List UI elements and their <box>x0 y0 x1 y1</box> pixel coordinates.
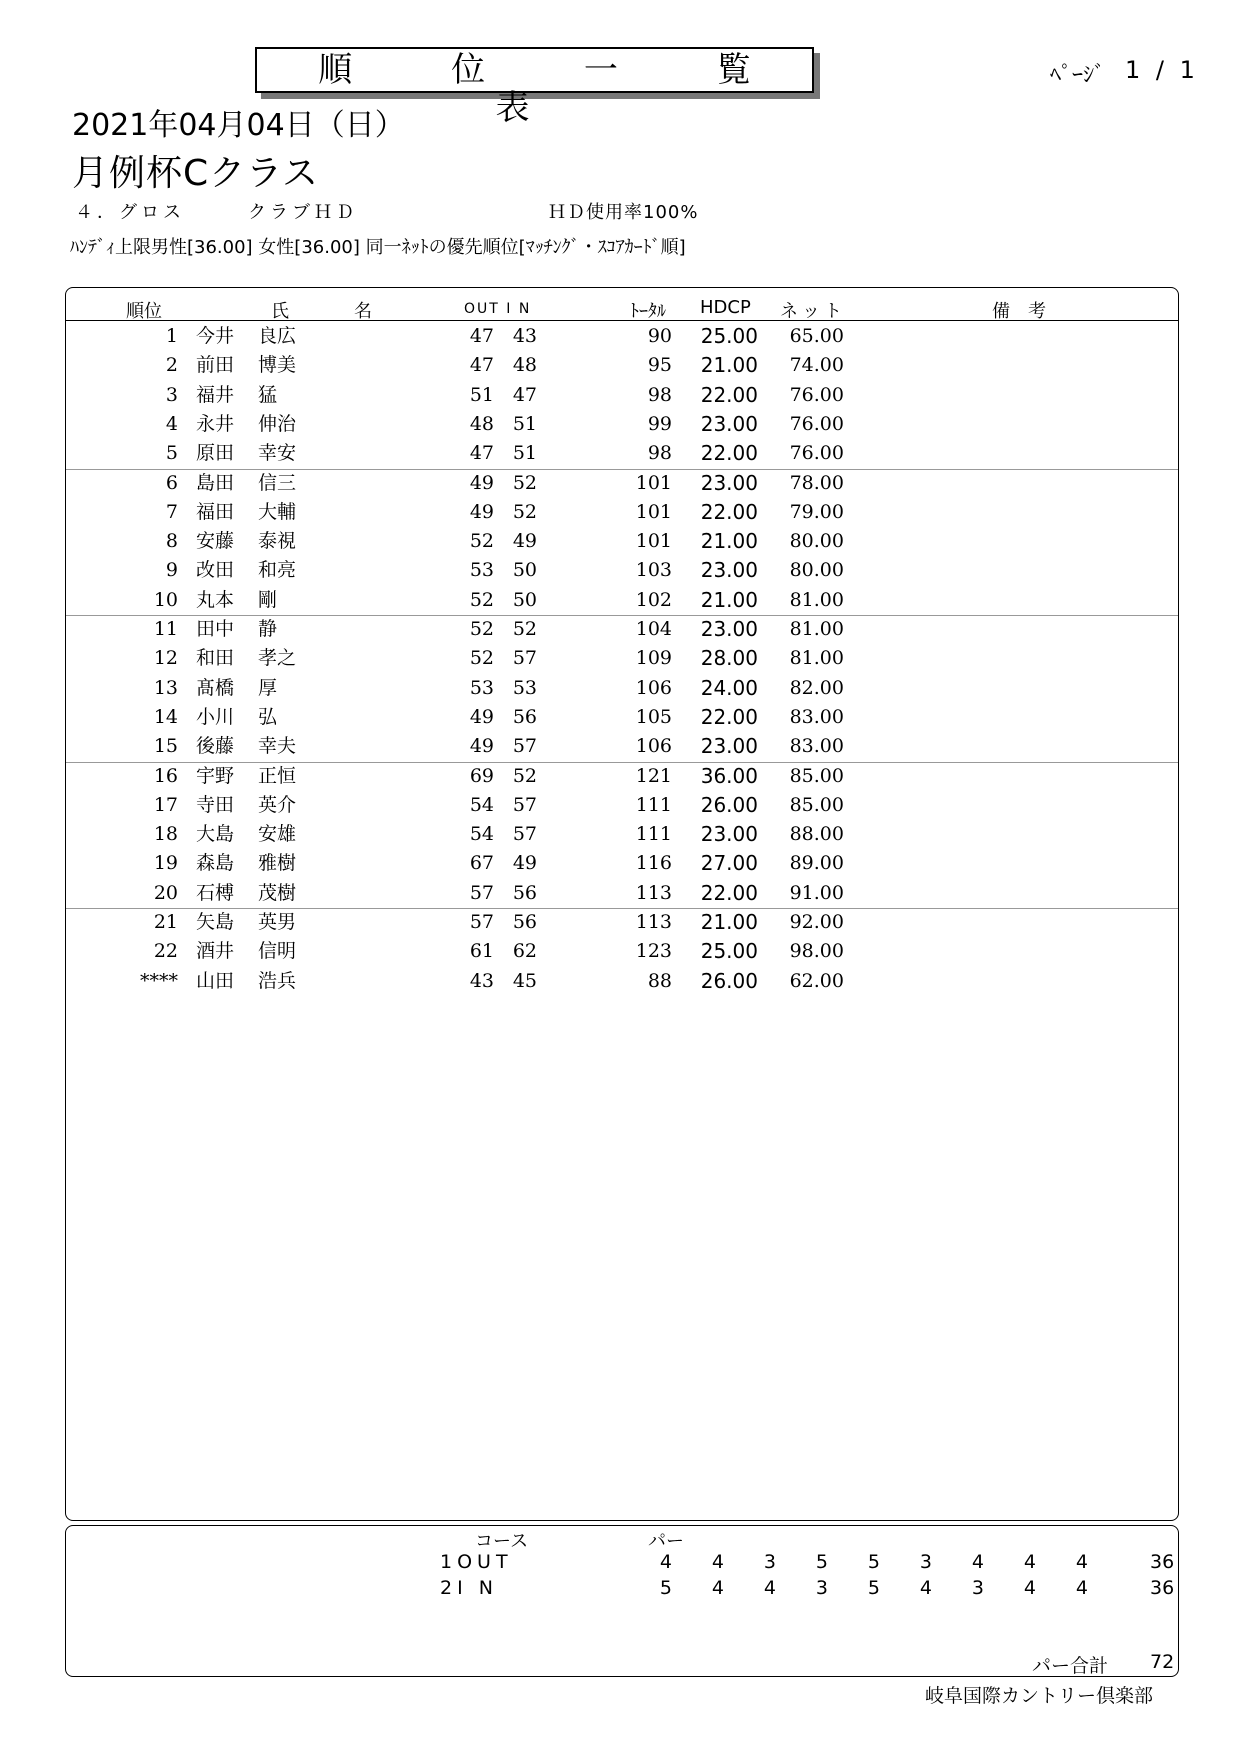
in-score-cell: 48 <box>512 354 537 377</box>
table-row <box>0 381 1240 410</box>
last-name-cell: 原田 <box>196 442 235 465</box>
in-score-cell: 45 <box>512 969 537 992</box>
course-par-row <box>0 1549 1240 1575</box>
table-row <box>0 820 1240 849</box>
total-cell: 113 <box>635 881 672 904</box>
hdcp-cell: 21.00 <box>700 529 758 554</box>
rank-cell: 8 <box>165 530 178 553</box>
hdcp-cell: 22.00 <box>700 704 758 729</box>
first-name-cell: 浩兵 <box>258 969 297 992</box>
hdcp-cell: 24.00 <box>700 675 758 700</box>
col-header-total: ﾄｰﾀﾙ <box>630 301 666 322</box>
hdcp-cell: 23.00 <box>700 822 758 847</box>
net-cell: 81.00 <box>789 647 844 670</box>
first-name-cell: 幸安 <box>258 442 297 465</box>
hdcp-cell: 22.00 <box>700 441 758 466</box>
par-total-label: パー合計 <box>1032 1655 1109 1677</box>
table-row <box>0 791 1240 820</box>
table-row <box>0 410 1240 439</box>
rank-cell: 1 <box>165 325 178 347</box>
col-header-hdcp: HDCP <box>700 297 751 318</box>
last-name-cell: 髙橋 <box>196 676 235 699</box>
net-cell: 62.00 <box>789 969 844 992</box>
rank-cell: 20 <box>153 881 178 904</box>
rank-cell: 16 <box>153 764 178 787</box>
out-score-cell: 69 <box>469 764 494 787</box>
total-cell: 104 <box>635 618 672 640</box>
first-name-cell: 信明 <box>258 940 297 963</box>
first-name-cell: 孝之 <box>258 647 297 670</box>
net-cell: 85.00 <box>789 764 844 787</box>
col-header-net: ネット <box>780 301 846 322</box>
hole-par: 4 <box>711 1577 724 1599</box>
hole-par: 4 <box>763 1577 776 1599</box>
table-row <box>0 469 1240 498</box>
hole-par: 4 <box>919 1577 932 1599</box>
course-par-table <box>65 1525 1179 1677</box>
last-name-cell: 島田 <box>196 471 235 494</box>
out-score-cell: 47 <box>469 354 494 377</box>
table-row <box>0 615 1240 644</box>
out-score-cell: 48 <box>469 412 494 435</box>
out-score-cell: 51 <box>469 383 494 406</box>
rank-cell: **** <box>140 969 178 992</box>
rank-cell: 10 <box>153 588 178 611</box>
hdcp-cell: 23.00 <box>700 411 758 436</box>
out-score-cell: 49 <box>469 735 494 758</box>
rank-cell: 2 <box>165 354 178 377</box>
net-cell: 92.00 <box>789 911 844 933</box>
title-box <box>255 47 814 128</box>
last-name-cell: 山田 <box>196 969 235 992</box>
page-number: 1 / 1 <box>1125 56 1199 84</box>
net-cell: 76.00 <box>789 442 844 465</box>
event-date: 2021年04月04日（日） <box>72 108 405 143</box>
hdcp-cell: 26.00 <box>700 968 758 993</box>
rank-cell: 22 <box>153 940 178 963</box>
total-cell: 88 <box>647 969 672 992</box>
first-name-cell: 正恒 <box>258 764 297 787</box>
hdcp-cell: 25.00 <box>700 939 758 964</box>
last-name-cell: 福田 <box>196 500 235 523</box>
col-header-rank: 順位 <box>126 301 162 322</box>
out-score-cell: 52 <box>469 530 494 553</box>
in-score-cell: 56 <box>512 705 537 728</box>
net-cell: 81.00 <box>789 588 844 611</box>
table-row <box>0 586 1240 615</box>
net-cell: 89.00 <box>789 852 844 875</box>
in-score-cell: 56 <box>512 911 537 933</box>
hole-par: 3 <box>971 1577 984 1599</box>
out-score-cell: 53 <box>469 676 494 699</box>
hdcp-cell: 23.00 <box>700 470 758 495</box>
first-name-cell: 和亮 <box>258 559 297 582</box>
last-name-cell: 福井 <box>196 383 235 406</box>
rank-cell: 13 <box>153 676 178 699</box>
net-cell: 79.00 <box>789 500 844 523</box>
hdcp-cell: 28.00 <box>700 646 758 671</box>
first-name-cell: 雅樹 <box>258 852 297 875</box>
hole-par: 3 <box>763 1551 776 1573</box>
in-score-cell: 47 <box>512 383 537 406</box>
table-row <box>0 732 1240 761</box>
hdcp-cell: 25.00 <box>700 324 758 348</box>
last-name-cell: 酒井 <box>196 940 235 963</box>
in-score-cell: 50 <box>512 588 537 611</box>
hole-par: 4 <box>1075 1551 1088 1573</box>
hole-par: 4 <box>1075 1577 1088 1599</box>
in-score-cell: 50 <box>512 559 537 582</box>
first-name-cell: 幸夫 <box>258 735 297 758</box>
last-name-cell: 小川 <box>196 705 235 728</box>
table-row <box>0 439 1240 468</box>
out-score-cell: 52 <box>469 618 494 640</box>
in-score-cell: 51 <box>512 412 537 435</box>
total-cell: 109 <box>635 647 672 670</box>
out-score-cell: 49 <box>469 705 494 728</box>
hdcp-cell: 23.00 <box>700 558 758 583</box>
hdcp-cell: 22.00 <box>700 880 758 905</box>
first-name-cell: 厚 <box>258 676 278 699</box>
last-name-cell: 石榑 <box>196 881 235 904</box>
first-name-cell: 伸治 <box>258 412 297 435</box>
in-score-cell: 49 <box>512 530 537 553</box>
net-cell: 78.00 <box>789 471 844 494</box>
total-cell: 111 <box>635 823 672 846</box>
table-row <box>0 351 1240 380</box>
last-name-cell: 前田 <box>196 354 235 377</box>
total-cell: 102 <box>635 588 672 611</box>
last-name-cell: 大島 <box>196 823 235 846</box>
course-par-row <box>0 1575 1240 1601</box>
first-name-cell: 英男 <box>258 911 297 933</box>
total-cell: 116 <box>635 852 672 875</box>
table-row <box>0 967 1240 996</box>
hdcp-cell: 22.00 <box>700 382 758 407</box>
hdcp-cell: 23.00 <box>700 734 758 759</box>
last-name-cell: 森島 <box>196 852 235 875</box>
rank-cell: 12 <box>153 647 178 670</box>
header-divider <box>66 320 1178 321</box>
hole-par: 3 <box>815 1577 828 1599</box>
total-cell: 106 <box>635 735 672 758</box>
last-name-cell: 寺田 <box>196 793 235 816</box>
table-row <box>0 556 1240 585</box>
in-score-cell: 52 <box>512 764 537 787</box>
out-score-cell: 49 <box>469 471 494 494</box>
hole-par: 4 <box>1023 1551 1036 1573</box>
hole-par: 4 <box>1023 1577 1036 1599</box>
col-header-name-2: 名 <box>354 301 372 322</box>
out-score-cell: 54 <box>469 793 494 816</box>
first-name-cell: 英介 <box>258 793 297 816</box>
first-name-cell: 茂樹 <box>258 881 297 904</box>
page-title: 順 位 一 覧 表 <box>318 50 795 128</box>
rank-cell: 19 <box>153 852 178 875</box>
out-score-cell: 61 <box>469 940 494 963</box>
net-cell: 85.00 <box>789 793 844 816</box>
last-name-cell: 和田 <box>196 647 235 670</box>
hdcp-cell: 21.00 <box>700 910 758 934</box>
event-name: 月例杯Cクラス <box>72 153 320 194</box>
first-name-cell: 弘 <box>258 705 278 728</box>
page-label: ﾍﾟｰｼﾞ <box>1050 63 1106 88</box>
in-score-cell: 52 <box>512 500 537 523</box>
total-cell: 98 <box>647 442 672 465</box>
out-score-cell: 54 <box>469 823 494 846</box>
in-score-cell: 52 <box>512 471 537 494</box>
in-score-cell: 56 <box>512 881 537 904</box>
course-name: 2I N <box>440 1577 498 1599</box>
total-cell: 101 <box>635 500 672 523</box>
total-cell: 99 <box>647 412 672 435</box>
last-name-cell: 田中 <box>196 618 235 640</box>
net-cell: 82.00 <box>789 676 844 699</box>
total-cell: 121 <box>635 764 672 787</box>
par-total-value: 72 <box>1150 1651 1175 1673</box>
hole-par: 4 <box>659 1551 672 1573</box>
course-par-total: 36 <box>1150 1577 1175 1599</box>
table-row <box>0 674 1240 703</box>
last-name-cell: 改田 <box>196 559 235 582</box>
first-name-cell: 信三 <box>258 471 297 494</box>
in-score-cell: 49 <box>512 852 537 875</box>
course-header: コース <box>475 1531 529 1552</box>
col-header-out-in: OUT I N <box>464 301 532 317</box>
rank-cell: 14 <box>153 705 178 728</box>
col-header-remarks: 備 考 <box>992 301 1046 322</box>
par-header: パー <box>648 1531 684 1552</box>
net-cell: 76.00 <box>789 383 844 406</box>
table-row <box>0 498 1240 527</box>
club-name: 岐阜国際カントリー倶楽部 <box>925 1685 1154 1707</box>
rank-cell: 9 <box>165 559 178 582</box>
last-name-cell: 後藤 <box>196 735 235 758</box>
hole-par: 3 <box>919 1551 932 1573</box>
net-cell: 65.00 <box>789 325 844 347</box>
first-name-cell: 泰視 <box>258 530 297 553</box>
net-cell: 76.00 <box>789 412 844 435</box>
net-cell: 81.00 <box>789 618 844 640</box>
last-name-cell: 今井 <box>196 325 235 347</box>
course-name: 1OUT <box>440 1551 513 1573</box>
in-score-cell: 57 <box>512 793 537 816</box>
hdcp-cell: 21.00 <box>700 353 758 378</box>
last-name-cell: 安藤 <box>196 530 235 553</box>
net-cell: 98.00 <box>789 940 844 963</box>
in-score-cell: 52 <box>512 618 537 640</box>
in-score-cell: 57 <box>512 823 537 846</box>
section-label: ４．グロス <box>75 202 185 223</box>
first-name-cell: 博美 <box>258 354 297 377</box>
rank-cell: 21 <box>153 911 178 933</box>
out-score-cell: 47 <box>469 325 494 347</box>
last-name-cell: 丸本 <box>196 588 235 611</box>
out-score-cell: 52 <box>469 588 494 611</box>
hdcp-cell: 36.00 <box>700 763 758 788</box>
net-cell: 80.00 <box>789 530 844 553</box>
hole-par: 4 <box>971 1551 984 1573</box>
out-score-cell: 49 <box>469 500 494 523</box>
table-row <box>0 937 1240 966</box>
total-cell: 90 <box>647 325 672 347</box>
total-cell: 101 <box>635 471 672 494</box>
rank-cell: 17 <box>153 793 178 816</box>
table-row <box>0 762 1240 791</box>
hdcp-cell: 22.00 <box>700 499 758 524</box>
hole-par: 5 <box>659 1577 672 1599</box>
club-hd-label: クラブＨＤ <box>248 202 358 223</box>
in-score-cell: 53 <box>512 676 537 699</box>
total-cell: 95 <box>647 354 672 377</box>
rank-cell: 6 <box>165 471 178 494</box>
in-score-cell: 62 <box>512 940 537 963</box>
out-score-cell: 57 <box>469 881 494 904</box>
last-name-cell: 宇野 <box>196 764 235 787</box>
out-score-cell: 43 <box>469 969 494 992</box>
last-name-cell: 矢島 <box>196 911 235 933</box>
hole-par: 5 <box>867 1551 880 1573</box>
net-cell: 83.00 <box>789 735 844 758</box>
total-cell: 105 <box>635 705 672 728</box>
total-cell: 123 <box>635 940 672 963</box>
rank-cell: 7 <box>165 500 178 523</box>
out-score-cell: 47 <box>469 442 494 465</box>
out-score-cell: 53 <box>469 559 494 582</box>
in-score-cell: 43 <box>512 325 537 347</box>
col-header-name-1: 氏 <box>271 301 289 322</box>
rank-cell: 4 <box>165 412 178 435</box>
hdcp-cell: 27.00 <box>700 851 758 876</box>
total-cell: 106 <box>635 676 672 699</box>
net-cell: 80.00 <box>789 559 844 582</box>
last-name-cell: 永井 <box>196 412 235 435</box>
in-score-cell: 51 <box>512 442 537 465</box>
total-cell: 111 <box>635 793 672 816</box>
course-par-total: 36 <box>1150 1551 1175 1573</box>
first-name-cell: 安雄 <box>258 823 297 846</box>
hdcp-cell: 23.00 <box>700 617 758 641</box>
table-row <box>0 908 1240 937</box>
table-row <box>0 644 1240 673</box>
total-cell: 103 <box>635 559 672 582</box>
total-cell: 98 <box>647 383 672 406</box>
rank-cell: 5 <box>165 442 178 465</box>
table-row <box>0 703 1240 732</box>
table-row <box>0 527 1240 556</box>
rank-cell: 18 <box>153 823 178 846</box>
hdcp-cell: 26.00 <box>700 792 758 817</box>
rank-cell: 11 <box>153 618 178 640</box>
hd-rate-label: ＨＤ使用率100% <box>548 202 699 223</box>
first-name-cell: 良広 <box>258 325 297 347</box>
total-cell: 113 <box>635 911 672 933</box>
hole-par: 5 <box>815 1551 828 1573</box>
rank-cell: 3 <box>165 383 178 406</box>
total-cell: 101 <box>635 530 672 553</box>
first-name-cell: 剛 <box>258 588 278 611</box>
net-cell: 88.00 <box>789 823 844 846</box>
net-cell: 74.00 <box>789 354 844 377</box>
net-cell: 91.00 <box>789 881 844 904</box>
table-row <box>0 322 1240 351</box>
table-row <box>0 879 1240 908</box>
hole-par: 5 <box>867 1577 880 1599</box>
first-name-cell: 猛 <box>258 383 278 406</box>
in-score-cell: 57 <box>512 735 537 758</box>
out-score-cell: 67 <box>469 852 494 875</box>
net-cell: 83.00 <box>789 705 844 728</box>
first-name-cell: 大輔 <box>258 500 297 523</box>
rank-cell: 15 <box>153 735 178 758</box>
handicap-limits: ﾊﾝﾃﾞｨ上限男性[36.00] 女性[36.00] 同一ﾈｯﾄの優先順位[ﾏｯﾁﾝｸﾞ・ｽｺｱｶｰﾄﾞ順] <box>70 237 686 258</box>
out-score-cell: 52 <box>469 647 494 670</box>
out-score-cell: 57 <box>469 911 494 933</box>
hole-par: 4 <box>711 1551 724 1573</box>
table-row <box>0 849 1240 878</box>
first-name-cell: 静 <box>258 618 278 640</box>
in-score-cell: 57 <box>512 647 537 670</box>
hdcp-cell: 21.00 <box>700 587 758 612</box>
